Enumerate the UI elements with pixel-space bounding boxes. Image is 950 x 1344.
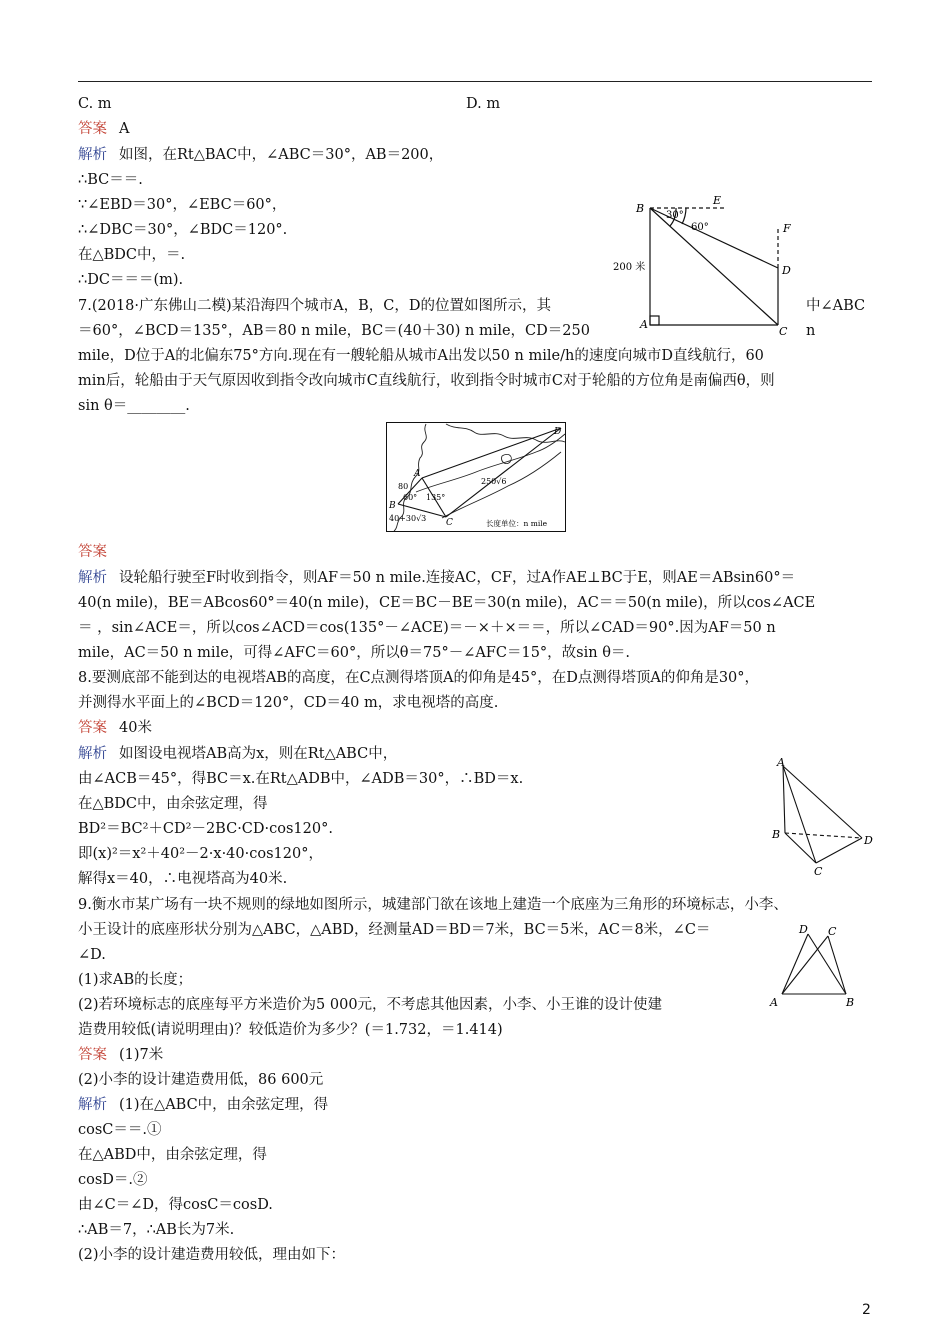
q7-analysis-line-4: mile，AC＝50 n mile，可得∠AFC＝60°，所以θ＝75°－∠AFC＝15°，故sin θ＝. <box>78 645 631 661</box>
fig4-label-d: D <box>799 923 808 936</box>
header-rule <box>78 81 872 82</box>
fig3-label-c: C <box>814 865 823 878</box>
q8-analysis-line-5: 即(x)²＝x²＋40²－2·x·40·cos120°， <box>78 846 323 862</box>
q8-answer-line: 答案 40米 <box>78 720 152 736</box>
q9-line-5: (2)若环境标志的底座每平方米造价为5 000元，不考虑其他因素，小李、小王谁的设计使建 <box>78 997 663 1013</box>
q9-line-4: (1)求AB的长度； <box>78 972 193 988</box>
option-d: D. m <box>466 96 501 112</box>
fig2-len-bc: 40+30√3 <box>389 514 427 523</box>
q7-line-4: min后，轮船由于天气原因收到指令改向城市C直线航行，收到指令时城市C对于轮船的方位角是南偏西θ，则 <box>78 373 775 389</box>
q7-line-5: sin θ＝________. <box>78 398 190 414</box>
q6-line-5: 在△BDC中，＝. <box>78 247 186 263</box>
q9-analysis-line-6: ∴AB＝7，∴AB长为7米. <box>78 1222 235 1238</box>
q6-answer-line <box>78 119 129 139</box>
q7-answer-label: 答案 <box>78 544 107 560</box>
q9-analysis-line-7: (2)小李的设计建造费用较低，理由如下： <box>78 1247 346 1263</box>
q7-line-2: ＝60°，∠BCD＝135°，AB＝80 n mile，BC＝(40＋30) n mile，CD＝250 <box>78 323 590 339</box>
q8-analysis-line-2: 由∠ACB＝45°，得BC＝x.在Rt△ADB中，∠ADB＝30°，∴BD＝x. <box>78 771 524 787</box>
q8-analysis-line-6: 解得x＝40，∴电视塔高为40米. <box>78 871 288 887</box>
fig1-length: 200 米 <box>613 262 646 273</box>
q6-analysis-line: 解析 如图，在Rt△BAC中，∠ABC＝30°，AB＝200， <box>78 147 444 163</box>
fig1-label-d: D <box>782 264 791 277</box>
fig4-label-a: A <box>770 996 778 1009</box>
figure-tower-triangle <box>600 190 810 340</box>
q9-analysis-line-5: 由∠C＝∠D，得cosC＝cosD. <box>78 1197 273 1213</box>
fig1-angle-60: 60° <box>691 222 709 233</box>
q6-line-6: ∴DC＝＝＝(m). <box>78 272 184 288</box>
q9-analysis-line-4: cosD＝.② <box>78 1172 148 1188</box>
fig1-label-f: F <box>783 222 791 235</box>
fig2-label-c: C <box>446 518 453 528</box>
q8-analysis-line-1: 解析 如图设电视塔AB高为x，则在Rt△ABC中， <box>78 746 398 762</box>
q9-line-3: ∠D. <box>78 947 106 963</box>
analysis-label: 解析 <box>78 147 107 163</box>
fig2-len-250: 250√6 <box>481 477 507 486</box>
fig4-label-b: B <box>846 996 855 1009</box>
q6-line-4: ∴∠DBC＝30°，∠BDC＝120°. <box>78 222 288 238</box>
option-c: C. m <box>78 96 112 112</box>
q9-analysis-line-3: 在△ABD中，由余弦定理，得 <box>78 1147 267 1163</box>
fig2-angle-60: 60° <box>403 493 418 502</box>
page-number: 2 <box>862 1302 871 1318</box>
figure-coastal-map <box>386 422 566 532</box>
fig3-label-d: D <box>864 834 873 847</box>
fig2-len-80: 80 <box>398 482 409 491</box>
q7-analysis-line-1: 解析 设轮船行驶至F时收到指令，则AF＝50 n mile.连接AC，CF，过A作AE⊥BC于E，则AE＝ABsin60°＝ <box>78 570 796 586</box>
q9-line-6: 造费用较低(请说明理由)？较低造价为多少？(＝1.732，＝1.414) <box>78 1022 503 1038</box>
q7-analysis-line-3: ＝ ，sin∠ACE＝，所以cos∠ACD＝cos(135°－∠ACE)＝－×＋×＝＝，所以∠CAD＝90°.因为AF＝50 n <box>78 620 776 636</box>
q7-line-2-right: n <box>806 323 816 339</box>
q8-analysis-line-3: 在△BDC中，由余弦定理，得 <box>78 796 268 812</box>
fig1-label-b: B <box>636 202 645 215</box>
q6-line-2: ∴BC＝＝. <box>78 172 143 188</box>
q7-analysis-line-2: 40(n mile)，BE＝ABcos60°＝40(n mile)，CE＝BC－BE＝30(n mile)，AC＝＝50(n mile)，所以cos∠ACE <box>78 595 816 611</box>
q9-analysis-line-1: 解析 (1)在△ABC中，由余弦定理，得 <box>78 1097 329 1113</box>
fig4-label-c: C <box>828 925 837 938</box>
q9-answer-line-2: (2)小李的设计建造费用低，86 600元 <box>78 1072 324 1088</box>
figure-tv-tower <box>768 758 878 878</box>
fig3-label-a: A <box>777 756 785 769</box>
fig1-label-a: A <box>640 318 648 331</box>
q7-line-3: mile，D位于A的北偏东75°方向.现在有一艘轮船从城市A出发以50 n mile/h的速度向城市D直线航行，60 <box>78 348 764 364</box>
answer-label: 答案 <box>78 121 107 137</box>
fig3-label-b: B <box>772 828 781 841</box>
q9-answer-line: 答案 (1)7米 <box>78 1047 164 1063</box>
fig1-label-e: E <box>713 194 722 207</box>
q9-analysis-line-2: cosC＝＝.① <box>78 1122 162 1138</box>
fig2-unit: 长度单位：n mile <box>486 519 548 528</box>
q8-line-2: 并测得水平面上的∠BCD＝120°，CD＝40 m，求电视塔的高度. <box>78 695 499 711</box>
q8-analysis-line-4: BD²＝BC²＋CD²－2BC·CD·cos120°. <box>78 821 333 837</box>
fig2-label-d: D <box>554 427 562 437</box>
fig2-angle-135: 135° <box>426 493 446 502</box>
fig1-angle-30: 30° <box>666 210 684 221</box>
fig2-label-b: B <box>389 501 396 511</box>
q7-line-1-right: 中∠ABC <box>806 298 866 314</box>
q8-line-1: 8.要测底部不能到达的电视塔AB的高度，在C点测得塔顶A的仰角是45°，在D点测得塔顶A的仰角是30°， <box>78 670 760 686</box>
q9-line-1: 9.衡水市某广场有一块不规则的绿地如图所示，城建部门欲在该地上建造一个底座为三角形的环境标志，小李、 <box>78 897 788 913</box>
q6-answer-value: A <box>119 121 130 137</box>
figure-triangles-abc-abd <box>768 918 878 1008</box>
q9-line-2: 小王设计的底座形状分别为△ABC，△ABD，经测量AD＝BD＝7米，BC＝5米，AC＝8米，∠C＝ <box>78 922 711 938</box>
q6-line-3: ∵∠EBD＝30°，∠EBC＝60°， <box>78 197 287 213</box>
q7-line-1: 7.(2018·广东佛山二模)某沿海四个城市A，B，C，D的位置如图所示，其 <box>78 298 552 314</box>
fig1-label-c: C <box>779 325 788 338</box>
fig2-label-a: A <box>414 469 421 479</box>
